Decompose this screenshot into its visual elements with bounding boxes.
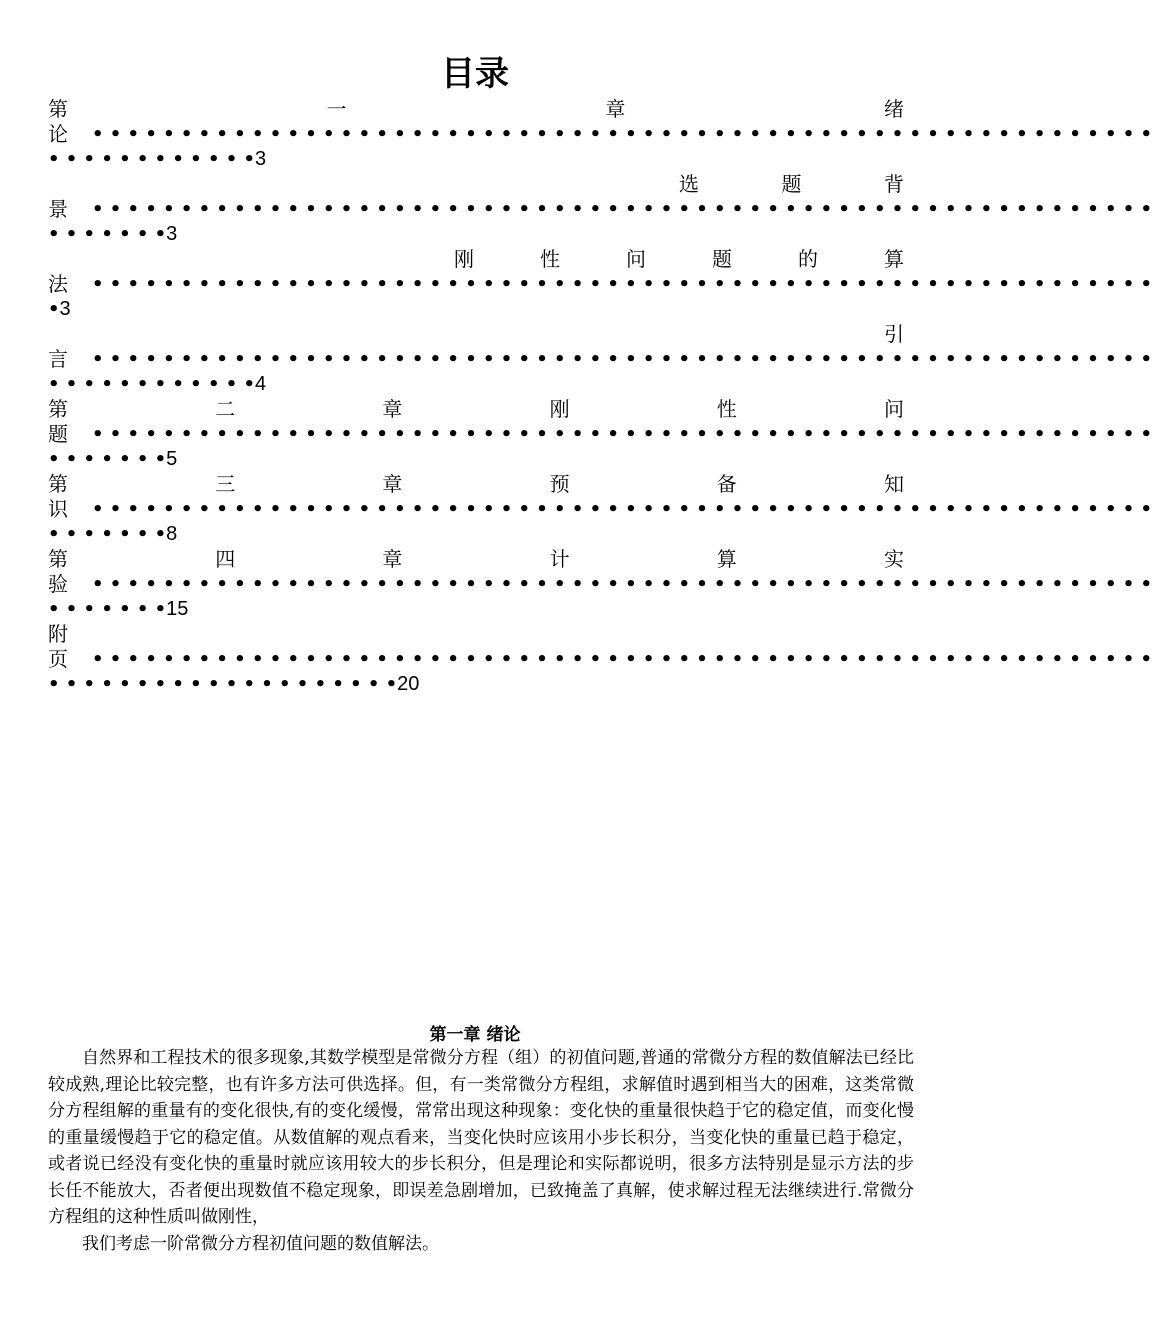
toc-page-number: 3 bbox=[59, 298, 71, 320]
leader-dots: • • • • • • • bbox=[48, 599, 167, 620]
leader-dots: • • • • • • • • • • • • • • • • • • • • bbox=[48, 674, 398, 695]
toc-entry-title: 选 题 背 bbox=[679, 172, 904, 196]
toc-entry[interactable]: 第 二 章 刚 性 问 题 • • • • • • • • • • • • • • • • • • • • • • • • • • • • • • • • • • • • • • • • • • • • • • • • • • • • • • • • • • • • • • • • • • • 5 bbox=[48, 397, 1152, 470]
toc-entry[interactable]: 刚 性 问 题 的 算 法 • • • • • • • • • • • • • • • • • • • • • • • • • • • • • • • • • • • • • • • • • • • • • • • • • • • • • • • • • • • • • 3 bbox=[48, 247, 1152, 320]
toc-entry[interactable]: 第 一 章 绪 论 • • • • • • • • • • • • • • • • • • • • • • • • • • • • • • • • • • • • • • • • • • • • • • • • • • • • • • • • • • • • • • • • • • • • • • • • 3 bbox=[48, 97, 1152, 170]
toc-page-number: 5 bbox=[166, 448, 178, 470]
leader-dots: • • • • • • • bbox=[48, 224, 167, 245]
toc-entry-title: 刚 性 问 题 的 算 bbox=[454, 247, 904, 271]
toc-entry[interactable]: 引 言 • • • • • • • • • • • • • • • • • • • • • • • • • • • • • • • • • • • • • • • • • • • • • • • • • • • • • • • • • • • • • • • • • • • • • • • • 4 bbox=[48, 322, 1152, 395]
leader-dots: • • • • • • • • • • • • • • • • • • • • • • • • • • • • • • • • • • • • • • • • • • • • • • • • • • • • • • • • • • • • bbox=[92, 124, 1152, 145]
chapter-body bbox=[48, 1045, 914, 1257]
leader-dots: • • • • • • • • • • • • • • • • • • • • • • • • • • • • • • • • • • • • • • • • • • • • • • • • • • • • • • • • • • • • bbox=[92, 499, 1152, 520]
leader-dots: • • • • • • • • • • • • • • • • • • • • • • • • • • • • • • • • • • • • • • • • • • • • • • • • • • • • • • • • • • • • bbox=[92, 574, 1152, 595]
toc-entry-title: 第 四 章 计 算 实 bbox=[48, 547, 904, 571]
leader-dots: • • • • • • • bbox=[48, 449, 167, 470]
toc-entry[interactable]: 附 页 • • • • • • • • • • • • • • • • • • • • • • • • • • • • • • • • • • • • • • • • • • • • • • • • • • • • • • • • • • • • • • • • • • • • • • • • • • • • • • • • 20 bbox=[48, 622, 1152, 695]
table-of-contents bbox=[48, 97, 1152, 697]
toc-page-number: 15 bbox=[166, 598, 189, 620]
toc-entry-title: 第 二 章 刚 性 问 bbox=[48, 397, 904, 421]
toc-entry[interactable]: 第 四 章 计 算 实 验 • • • • • • • • • • • • • • • • • • • • • • • • • • • • • • • • • • • • • • • • • • • • • • • • • • • • • • • • • • • • • • • • • • • 15 bbox=[48, 547, 1152, 620]
toc-page-number: 20 bbox=[397, 673, 420, 695]
toc-page-number: 3 bbox=[166, 223, 178, 245]
leader-dots: • • • • • • • • • • • • • • • • • • • • • • • • • • • • • • • • • • • • • • • • • • • • • • • • • • • • • • • • • • • • bbox=[92, 649, 1152, 670]
leader-dots: • • • • • • • bbox=[48, 524, 167, 545]
toc-page-number: 4 bbox=[255, 373, 267, 395]
leader-dots: • • • • • • • • • • • • • • • • • • • • • • • • • • • • • • • • • • • • • • • • • • • • • • • • • • • • • • • • • • • • bbox=[92, 349, 1152, 370]
leader-dots: • • • • • • • • • • • • bbox=[48, 374, 255, 395]
paragraph: 我们考虑一阶常微分方程初值问题的数值解法。 bbox=[82, 1233, 439, 1254]
chapter-heading: 第一章 绪论 bbox=[429, 1025, 521, 1045]
toc-entry-title: 第 三 章 预 备 知 bbox=[48, 472, 904, 496]
toc-entry-title: 附 bbox=[48, 622, 68, 646]
toc-entry[interactable]: 第 三 章 预 备 知 识 • • • • • • • • • • • • • • • • • • • • • • • • • • • • • • • • • • • • • • • • • • • • • • • • • • • • • • • • • • • • • • • • • • • 8 bbox=[48, 472, 1152, 545]
toc-entry-title: 引 bbox=[884, 322, 904, 346]
toc-entry[interactable]: 选 题 背 景 • • • • • • • • • • • • • • • • • • • • • • • • • • • • • • • • • • • • • • • • • • • • • • • • • • • • • • • • • • • • • • • • • • • 3 bbox=[48, 172, 1152, 245]
toc-title: 目录 bbox=[441, 54, 509, 94]
leader-dots: • • • • • • • • • • • • bbox=[48, 149, 255, 170]
leader-dots: • bbox=[48, 299, 60, 320]
toc-page-number: 3 bbox=[255, 148, 267, 170]
toc-page-number: 8 bbox=[166, 523, 178, 545]
toc-entry-title: 第 一 章 绪 bbox=[48, 97, 904, 121]
paragraph: 自然界和工程技术的很多现象,其数学模型是常微分方程（组）的初值问题,普通的常微分方程的数值解法已经比较成熟,理论比较完整，也有许多方法可供选择。但，有一类常微分方程组，求解值时遇到相当大的困难，这类常微分方程组解的重量有的变化很快,有的变化缓慢，常常出现这种现象：变化快的重量很快趋于它的稳定值，而变化慢的重量缓慢趋于它的稳定值。从数值解的观点看来，当变化快时应该用小步长积分，当变化快的重量已趋于稳定，或者说已经没有变化快的重量时就应该用较大的步长积分，但是理论和实际都说明，很多方法特别是显示方法的步长任不能放大，否者便出现数值不稳定现象，即误差急剧增加，已致掩盖了真解，使求解过程无法继续进行.常微分方程组的这种性质叫做刚性， bbox=[48, 1048, 914, 1227]
leader-dots: • • • • • • • • • • • • • • • • • • • • • • • • • • • • • • • • • • • • • • • • • • • • • • • • • • • • • • • • • • • • bbox=[92, 274, 1152, 295]
leader-dots: • • • • • • • • • • • • • • • • • • • • • • • • • • • • • • • • • • • • • • • • • • • • • • • • • • • • • • • • • • • • bbox=[92, 424, 1152, 445]
leader-dots: • • • • • • • • • • • • • • • • • • • • • • • • • • • • • • • • • • • • • • • • • • • • • • • • • • • • • • • • • • • • bbox=[92, 199, 1152, 220]
